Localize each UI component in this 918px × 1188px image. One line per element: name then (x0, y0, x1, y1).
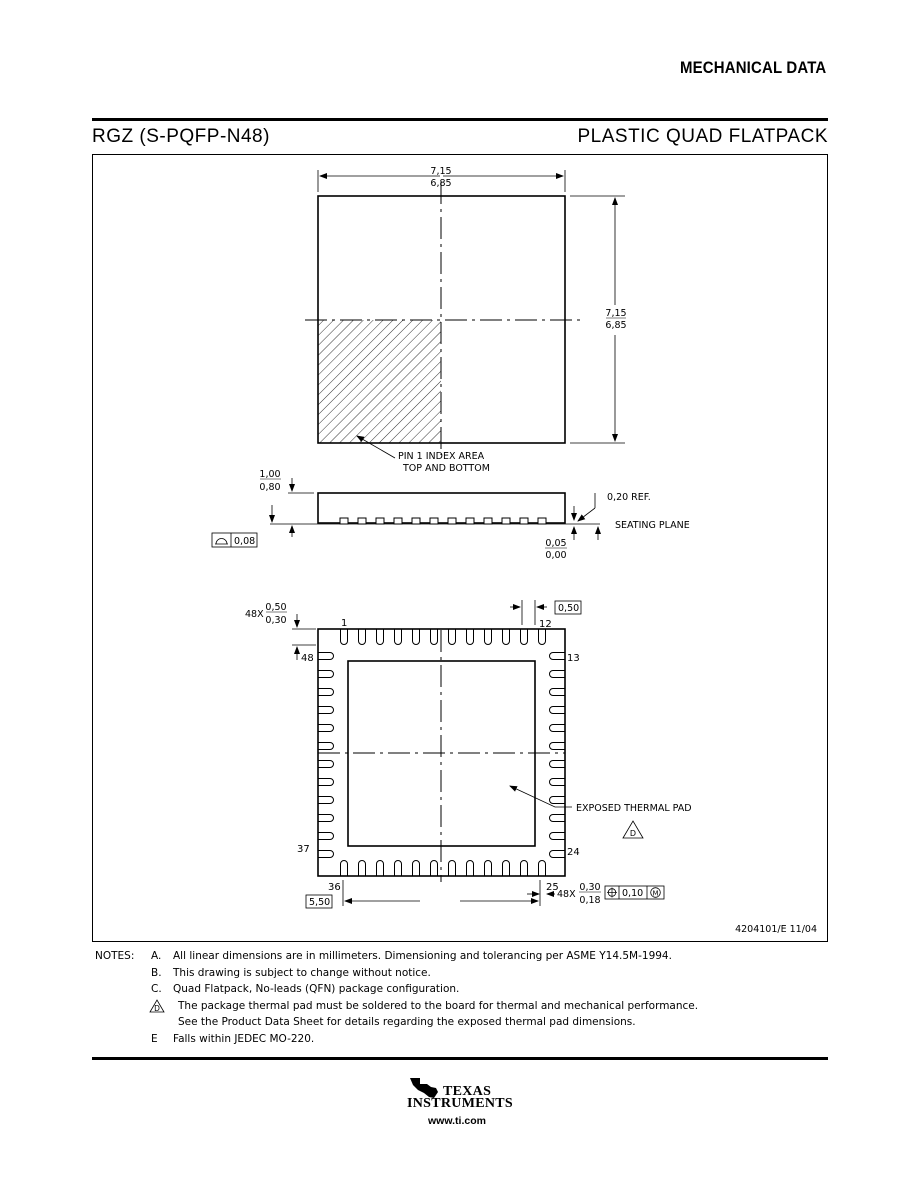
terminal-pad (377, 861, 384, 877)
side-lead (448, 518, 456, 524)
ti-logo (405, 1076, 525, 1136)
terminal-pad (449, 629, 456, 645)
side-lead (484, 518, 492, 524)
website: www.ti.com (428, 1115, 486, 1127)
terminal-pad (550, 761, 566, 768)
terminal-pad (377, 629, 384, 645)
height-max: 7,15 (605, 308, 627, 319)
terminal-pad (539, 629, 546, 645)
side-lead (520, 518, 528, 524)
logo-line2: INSTRUMENTS (407, 1096, 513, 1111)
pin-13-label: 13 (567, 653, 580, 664)
width-max: 7,15 (430, 166, 452, 177)
terminal-pad (318, 761, 334, 768)
lead-len-min: 0,30 (265, 615, 287, 626)
lead-w-count: 48X (557, 889, 576, 900)
terminal-pad (318, 797, 334, 804)
terminal-pad (341, 861, 348, 877)
terminal-pad (395, 861, 402, 877)
note-d-ref: D (629, 829, 637, 838)
flatness-icon (215, 539, 228, 545)
terminal-pad (521, 629, 528, 645)
terminal-pad (449, 861, 456, 877)
bottom-rule (92, 1057, 828, 1060)
terminal-pad (521, 861, 528, 877)
side-lead (466, 518, 474, 524)
terminal-pad (413, 861, 420, 877)
terminal-pad (359, 629, 366, 645)
terminal-pad (318, 833, 334, 840)
terminal-pad (318, 743, 334, 750)
side-lead (412, 518, 420, 524)
pin-36-label: 36 (328, 882, 341, 893)
seating-plane-label: SEATING PLANE (615, 520, 690, 531)
standoff-min: 0,00 (545, 550, 567, 561)
height-min: 6,85 (605, 320, 627, 331)
side-lead (376, 518, 384, 524)
terminal-pad (485, 861, 492, 877)
terminal-pad (550, 689, 566, 696)
thermal-pad-label: EXPOSED THERMAL PAD (576, 803, 692, 814)
width-min: 6,85 (430, 178, 452, 189)
side-lead (430, 518, 438, 524)
logo-line1: TEXAS (443, 1084, 492, 1099)
terminal-pad (503, 629, 510, 645)
pin-25-label: 25 (546, 882, 559, 893)
terminal-pad (550, 743, 566, 750)
terminal-pad (413, 629, 420, 645)
terminal-pad (318, 815, 334, 822)
terminal-pad (550, 779, 566, 786)
side-lead (538, 518, 546, 524)
pin-12-label: 12 (539, 619, 552, 630)
side-lead (502, 518, 510, 524)
terminal-pad (431, 629, 438, 645)
pin-24-label: 24 (567, 847, 580, 858)
package-code: RGZ (S-PQFP-N48) (92, 126, 270, 147)
top-view (305, 166, 627, 474)
pin1-label-1: PIN 1 INDEX AREA (398, 451, 485, 462)
terminal-pad (467, 861, 474, 877)
ref-label: 0,20 REF. (607, 492, 651, 503)
lead-len-count: 48X (245, 609, 264, 620)
terminal-pad (318, 689, 334, 696)
pin-37-label: 37 (297, 844, 310, 855)
pin1-index-area (318, 320, 441, 443)
pin-48-label: 48 (301, 653, 314, 664)
drawing-number: 4204101/E 11/04 (735, 924, 817, 935)
lead-w-max: 0,30 (579, 882, 601, 893)
terminal-pad (503, 861, 510, 877)
bottom-view (245, 600, 692, 908)
position-icon (607, 888, 617, 898)
terminal-pad (318, 653, 334, 660)
terminal-pad (485, 629, 492, 645)
side-lead (358, 518, 366, 524)
package-type: PLASTIC QUAD FLATPACK (577, 126, 828, 147)
span-value: 5,50 (309, 897, 331, 908)
side-lead (340, 518, 348, 524)
mmc-symbol: M (652, 889, 659, 898)
section-title: MECHANICAL DATA (679, 58, 826, 77)
pin1-label-2: TOP AND BOTTOM (403, 463, 490, 474)
thickness-max: 1,00 (259, 469, 281, 480)
terminal-pad (359, 861, 366, 877)
terminal-pad (318, 851, 334, 858)
pitch-value: 0,50 (558, 603, 580, 614)
terminal-pad (550, 707, 566, 714)
flatness-value: 0,08 (234, 536, 256, 547)
terminal-pad (318, 725, 334, 732)
side-view (212, 469, 690, 561)
terminal-pad (318, 671, 334, 678)
terminal-pad (550, 797, 566, 804)
thickness-min: 0,80 (259, 482, 281, 493)
terminal-pad (395, 629, 402, 645)
terminal-pad (550, 653, 566, 660)
lead-w-min: 0,18 (579, 895, 601, 906)
lead-len-max: 0,50 (265, 602, 287, 613)
terminal-pad (318, 707, 334, 714)
terminal-pad (431, 861, 438, 877)
terminal-pad (550, 815, 566, 822)
terminal-pad (550, 671, 566, 678)
standoff-max: 0,05 (545, 538, 567, 549)
terminal-pad (467, 629, 474, 645)
pin-1-label: 1 (341, 618, 348, 629)
position-tol-value: 0,10 (622, 888, 644, 899)
terminal-pad (550, 833, 566, 840)
terminal-pad (550, 725, 566, 732)
terminal-pad (539, 861, 546, 877)
terminal-pad (318, 779, 334, 786)
side-lead (394, 518, 402, 524)
terminal-pad (550, 851, 566, 858)
notes-label: NOTES: (95, 950, 135, 962)
terminal-pad (341, 629, 348, 645)
svg-text:D: D (154, 1003, 160, 1013)
